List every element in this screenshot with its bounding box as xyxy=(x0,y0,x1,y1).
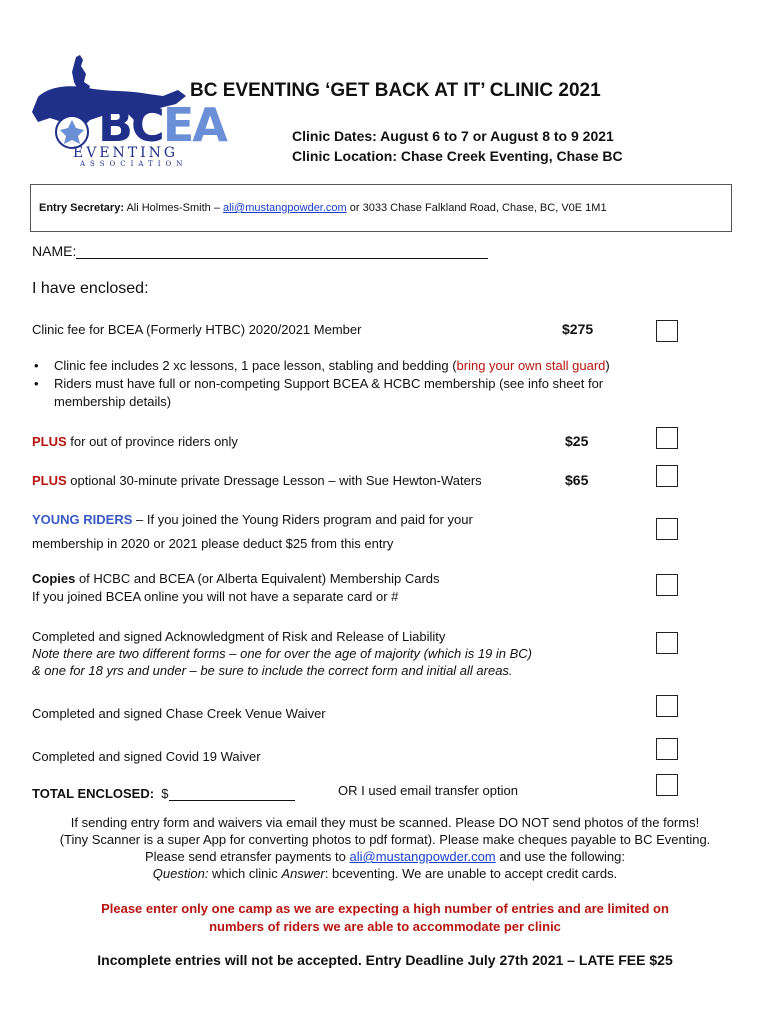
total-amount-field[interactable] xyxy=(169,787,295,801)
stall-guard-note: bring your own stall guard xyxy=(456,358,606,373)
clinic-fee-text: Clinic fee for BCEA (Formerly HTBC) 2020/2021 Member xyxy=(32,322,362,337)
dressage-row xyxy=(32,473,482,488)
instructions-line-4 xyxy=(20,866,750,881)
young-riders-text-cont: membership in 2020 or 2021 please deduct $25 from this entry xyxy=(32,536,394,551)
instructions-line-2: (Tiny Scanner is a super App for converting photos to pdf format). Please make cheques payable to BC Eventing. xyxy=(59,832,711,847)
red-notice-line-1: Please enter only one camp as we are expecting a high number of entries and are limited on xyxy=(101,901,669,916)
bullet-text: Riders must have full or non-competing Support BCEA & HCBC membership (see info sheet for xyxy=(54,376,604,391)
entry-secretary-text xyxy=(39,202,607,214)
dressage-text: optional 30-minute private Dressage Lesson – with Sue Hewton-Waters xyxy=(66,473,482,488)
dressage-checkbox[interactable] xyxy=(656,465,678,487)
page-title: BC EVENTING ‘GET BACK AT IT’ CLINIC 2021 xyxy=(190,80,601,101)
ack-text: Completed and signed Acknowledgment of Risk and Release of Liability xyxy=(32,629,446,644)
name-label: NAME: xyxy=(32,243,77,259)
entry-secretary-box xyxy=(30,184,732,232)
bullet-dot: • xyxy=(34,376,39,391)
bullet-text-cont: membership details) xyxy=(54,394,172,409)
plus-label: PLUS xyxy=(32,473,67,488)
clinic-fee-price: $275 xyxy=(562,321,594,337)
total-row xyxy=(32,786,295,801)
dressage-price: $65 xyxy=(565,472,589,488)
clinic-fee-checkbox[interactable] xyxy=(656,320,678,342)
venue-waiver-checkbox[interactable] xyxy=(656,695,678,717)
bullet-text-end: ) xyxy=(605,358,610,373)
copies-text: of HCBC and BCEA (or Alberta Equivalent) Membership Cards xyxy=(75,571,440,586)
ack-checkbox[interactable] xyxy=(656,632,678,654)
bullet-text: Clinic fee includes 2 xc lessons, 1 pace lesson, stabling and bedding ( xyxy=(54,358,457,373)
answer-text: : bceventing. We are unable to accept credit cards. xyxy=(324,866,618,881)
question-label: Question: xyxy=(152,866,209,881)
logo-wordmark: BCEA xyxy=(98,98,226,152)
ack-note-2: & one for 18 yrs and under – be sure to include the correct form and initial all areas. xyxy=(32,663,513,678)
clinic-dates: Clinic Dates: August 6 to 7 or August 8 to 9 2021 xyxy=(292,128,614,144)
instructions-line-1: If sending entry form and waivers via email they must be scanned. Please DO NOT send photos of the forms! xyxy=(70,815,700,830)
out-of-province-checkbox[interactable] xyxy=(656,427,678,449)
copies-checkbox[interactable] xyxy=(656,574,678,596)
etransfer-text: OR I used email transfer option xyxy=(338,783,518,798)
etransfer-checkbox[interactable] xyxy=(656,774,678,796)
bcea-logo xyxy=(28,52,226,168)
entry-secretary-label: Entry Secretary: xyxy=(39,202,124,214)
instructions-text-end: and use the following: xyxy=(495,849,626,864)
entry-address: or 3033 Chase Falkland Road, Chase, BC, V0E 1M1 xyxy=(346,202,607,214)
red-notice-line-2: numbers of riders we are able to accommodate per clinic xyxy=(209,919,561,934)
list-item xyxy=(32,357,672,375)
total-label: TOTAL ENCLOSED: xyxy=(32,786,155,801)
enclosed-heading: I have enclosed: xyxy=(32,280,149,297)
out-of-province-text: for out of province riders only xyxy=(66,434,238,449)
deadline-notice: Incomplete entries will not be accepted. Entry Deadline July 27th 2021 – LATE FEE $25 xyxy=(97,952,673,968)
logo-association-text: ASSOCIATION xyxy=(80,160,188,168)
young-riders-text: – If you joined the Young Riders program and paid for your xyxy=(132,512,473,527)
ack-note-1: Note there are two different forms – one for over the age of majority (which is 19 in BC) xyxy=(32,646,533,661)
instructions-text: Please send etransfer payments to xyxy=(144,849,350,864)
out-of-province-price: $25 xyxy=(565,433,589,449)
question-text: which clinic xyxy=(208,866,282,881)
clinic-fee-notes xyxy=(32,357,672,411)
copies-label: Copies xyxy=(32,571,76,586)
instructions-line-3 xyxy=(20,849,750,864)
out-of-province-row xyxy=(32,434,238,449)
covid-waiver-text: Completed and signed Covid 19 Waiver xyxy=(32,749,261,764)
etransfer-email-link[interactable]: ali@mustangpowder.com xyxy=(349,849,496,864)
young-riders-label: YOUNG RIDERS xyxy=(32,512,133,527)
copies-row xyxy=(32,571,440,586)
clinic-location: Clinic Location: Chase Creek Eventing, Chase BC xyxy=(292,148,623,164)
covid-waiver-checkbox[interactable] xyxy=(656,738,678,760)
entry-email-link[interactable]: ali@mustangpowder.com xyxy=(223,202,347,214)
young-riders-checkbox[interactable] xyxy=(656,518,678,540)
venue-waiver-text: Completed and signed Chase Creek Venue Waiver xyxy=(32,706,326,721)
plus-label: PLUS xyxy=(32,434,67,449)
logo-eventing-text: EVENTING xyxy=(73,145,179,161)
red-notice xyxy=(20,900,750,936)
bullet-dot: • xyxy=(34,358,39,373)
entry-secretary-name: Ali Holmes-Smith – xyxy=(124,202,224,214)
copies-text-cont: If you joined BCEA online you will not have a separate card or # xyxy=(32,589,399,604)
name-field[interactable] xyxy=(76,244,488,259)
total-currency: $ xyxy=(161,786,169,801)
young-riders-row xyxy=(32,512,473,527)
list-item xyxy=(32,375,672,411)
answer-label: Answer xyxy=(281,866,325,881)
name-row xyxy=(32,243,488,259)
